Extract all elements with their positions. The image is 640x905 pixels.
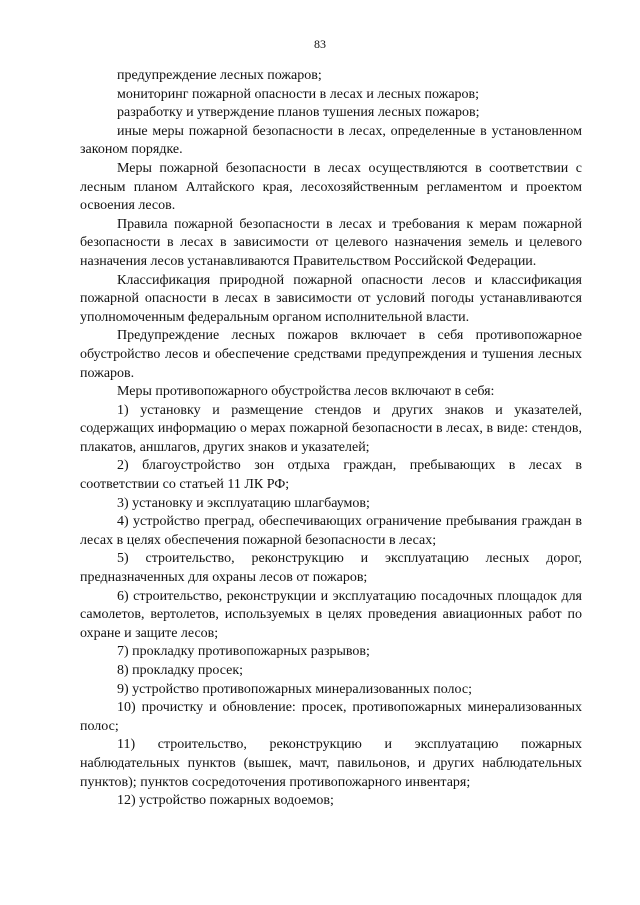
paragraph: Классификация природной пожарной опасности лесов и классификация пожарной опасности в лесах в зависимости от условий погоды устанавливаются уполномоченным федеральным органом исполнительной власти. [80, 272, 582, 325]
paragraph: предупреждение лесных пожаров; [117, 68, 322, 83]
list-item: 11) строительство, реконструкцию и эксплуатацию пожарных наблюдательных пунктов (вышек, мачт, павильонов, и других наблюдательных пунктов); пунктов сосредоточения противопожарного инвентаря; [80, 737, 582, 790]
list-item: 7) прокладку противопожарных разрывов; [117, 644, 370, 660]
document-body [80, 67, 582, 811]
list-item: 1) установку и размещение стендов и других знаков и указателей, содержащих информацию о мерах пожарной безопасности в лесах, в виде: стендов, плакатов, аншлагов, других знаков и указателей; [80, 402, 582, 455]
list-item: 10) прочистку и обновление: просек, противопожарных минерализованных полос; [80, 700, 582, 734]
paragraph: мониторинг пожарной опасности в лесах и лесных пожаров; [117, 86, 480, 102]
paragraph: Меры противопожарного обустройства лесов включают в себя: [117, 384, 495, 400]
paragraph: Меры пожарной безопасности в лесах осуществляются в соответствии с лесным планом Алтайского края, лесохозяйственным регламентом и проектом освоения лесов. [80, 160, 582, 214]
list-item: 8) прокладку просек; [117, 663, 244, 678]
list-item: 4) устройство преград, обеспечивающих ограничение пребывания граждан в лесах в целях обеспечения пожарной безопасности в лесах; [80, 514, 582, 548]
list-item: 2) благоустройство зон отдыха граждан, пребывающих в лесах в соответствии со статьей 11 ЛК РФ; [80, 458, 582, 493]
list-item: 6) строительство, реконструкции и эксплуатацию посадочных площадок для самолетов, вертолетов, используемых в целях проведения авиационных работ по охране и защите лесов; [80, 588, 582, 641]
list-item: 3) установку и эксплуатацию шлагбаумов; [117, 495, 370, 511]
paragraph: разработку и утверждение планов тушения лесных пожаров; [117, 105, 480, 121]
list-item: 12) устройство пожарных водоемов; [117, 793, 334, 809]
page-number: 83 [314, 37, 326, 51]
paragraph: иные меры пожарной безопасности в лесах, определенные в установленном законом порядке. [80, 123, 582, 158]
list-item: 9) устройство противопожарных минерализованных полос; [117, 681, 472, 697]
paragraph: Предупреждение лесных пожаров включает в себя противопожарное обустройство лесов и обеспечение средствами предупреждения и тушения лесных пожаров. [80, 328, 582, 381]
list-item: 5) строительство, реконструкцию и эксплуатацию лесных дорог, предназначенных для охраны лесов от пожаров; [80, 551, 582, 586]
paragraph: Правила пожарной безопасности в лесах и требования к мерам пожарной безопасности в лесах в зависимости от целевого назначения земель и целевого назначения лесов устанавливаются Правительством Российской Федерации. [80, 216, 582, 269]
